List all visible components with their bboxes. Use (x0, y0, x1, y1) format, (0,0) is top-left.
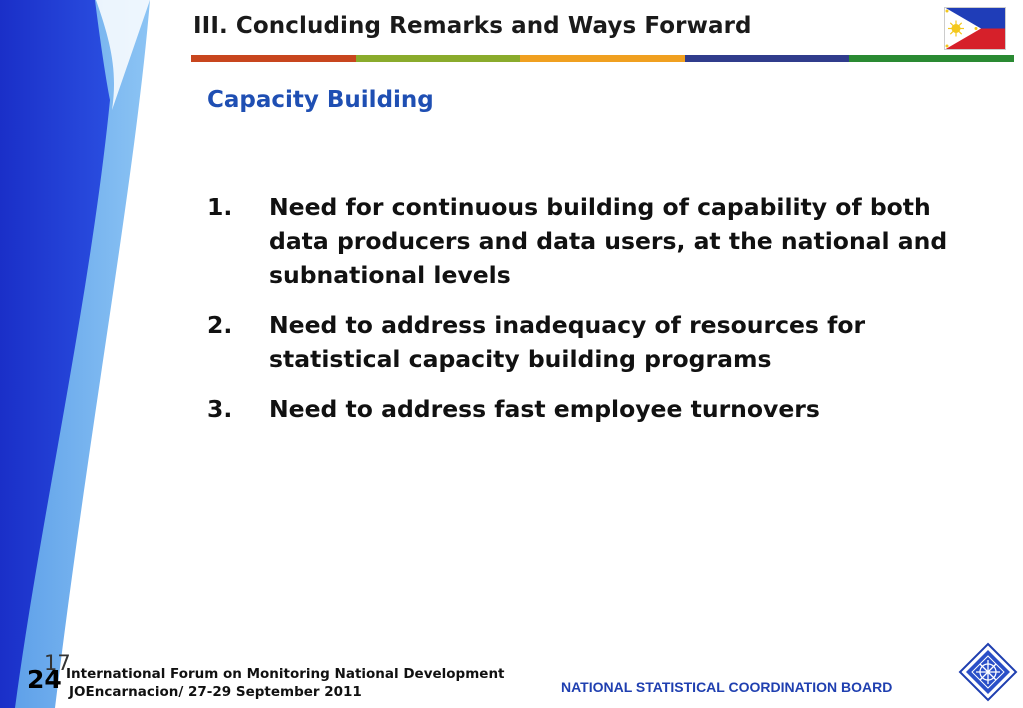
list-item-number: 3. (207, 395, 233, 423)
footer-organization: NATIONAL STATISTICAL COORDINATION BOARD (561, 679, 893, 695)
footer-author-date: JOEncarnacion/ 27-29 September 2011 (69, 684, 362, 700)
section-title: Capacity Building (207, 87, 434, 113)
list-item (207, 190, 997, 292)
philippine-flag-icon (944, 7, 1006, 50)
color-bar-segment (356, 55, 521, 62)
slide-number-small: 17 (44, 651, 71, 675)
numbered-list (207, 190, 997, 442)
list-item-number: 1. (207, 193, 233, 221)
slide-header-title: III. Concluding Remarks and Ways Forward (193, 13, 752, 39)
nscb-logo-icon (958, 642, 1018, 702)
color-bar-segment (849, 55, 1014, 62)
list-item (207, 308, 997, 376)
color-bar-segment (191, 55, 356, 62)
side-decoration (0, 0, 200, 708)
header-color-bar (191, 55, 1014, 62)
list-item-number: 2. (207, 311, 233, 339)
footer-event-name: International Forum on Monitoring National Development (66, 666, 505, 682)
slide-number: 24 (27, 665, 62, 694)
list-item-text: Need to address fast employee turnovers (269, 395, 820, 423)
color-bar-segment (520, 55, 685, 62)
list-item-text: Need for continuous building of capability of both data producers and data users, at the national and subnational levels (269, 193, 948, 289)
color-bar-segment (685, 55, 850, 62)
list-item-text: Need to address inadequacy of resources for statistical capacity building programs (269, 311, 866, 373)
list-item (207, 392, 997, 426)
